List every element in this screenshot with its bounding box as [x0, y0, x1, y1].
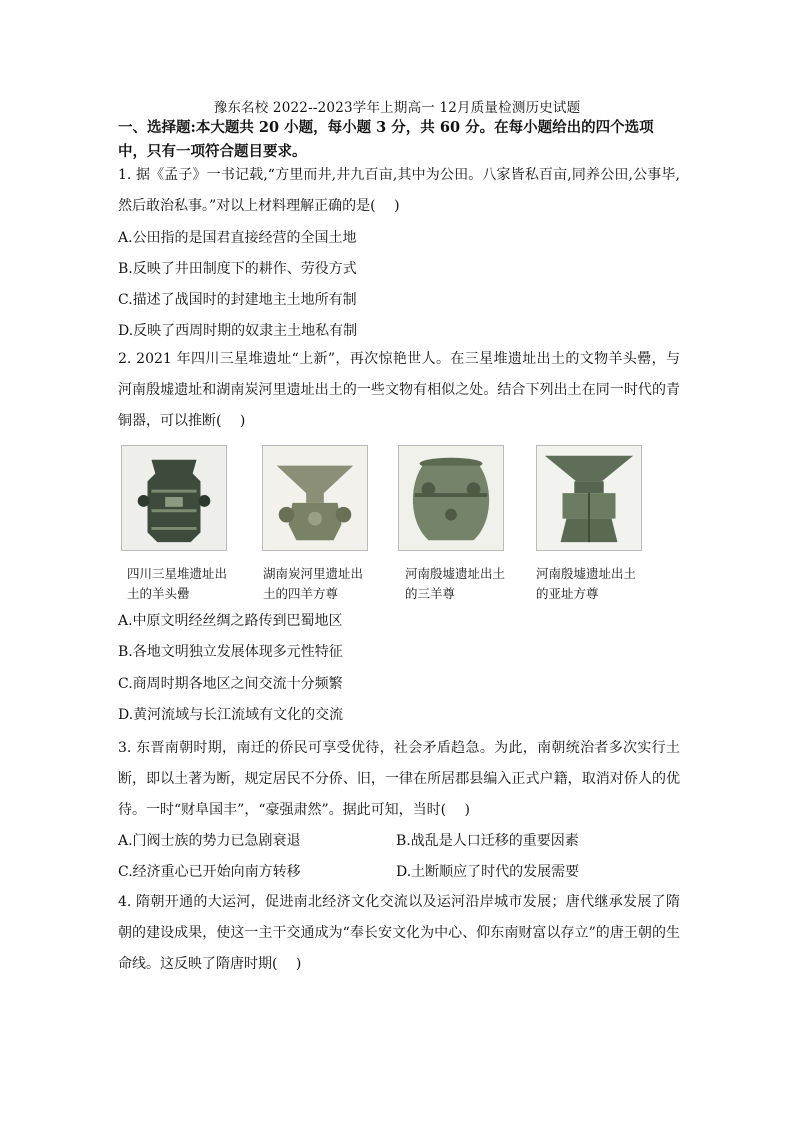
- question-3-option-c: C.经济重心已开始向南方转移: [118, 864, 301, 880]
- section-heading: 一、选择题:本大题共 20 小题，每小题 3 分，共 60 分。在每小题给出的四个选项中，只有一项符合题目要求。: [118, 119, 654, 160]
- caption-four-ram-zun: 湖南炭河里遗址出土的四羊方尊: [263, 566, 364, 601]
- question-1-option-d: D.反映了西周时期的奴隶主土地私有制: [118, 323, 358, 339]
- question-3-option-a: A.门阀士族的势力已急剧衰退: [118, 833, 301, 849]
- question-2-option-b: B.各地文明独立发展体现多元性特征: [118, 644, 343, 660]
- caption-three-ram-zun: 河南殷墟遗址出土的三羊尊: [405, 566, 506, 601]
- question-2-stem: 2. 2021 年四川三星堆遗址“上新”，再次惊艳世人。在三星堆遗址出土的文物羊头罍，与河南殷墟遗址和湖南炭河里遗址出土的一些文物有相似之处。结合下列出土在同一时代的青铜器，可以推断( ): [118, 351, 680, 429]
- question-4-stem: 4. 隋朝开通的大运河，促进南北经济文化交流以及运河沿岸城市发展；唐代继承发展了隋朝的建设成果，使这一主干交通成为“奉长安文化为中心、仰东南财富以存立”的唐王朝的生命线。这反映了隋唐时期( ): [118, 894, 680, 972]
- four-ram-zun-icon: [263, 446, 367, 550]
- question-1-option-a: A.公田指的是国君直接经营的全国土地: [118, 230, 357, 246]
- yazhi-fang-zun-image: [536, 445, 642, 551]
- exam-title: 豫东名校 2022--2023学年上期高一 12月质量检测历史试题: [213, 100, 581, 116]
- question-2-option-a: A.中原文明经丝绸之路传到巴蜀地区: [118, 613, 343, 629]
- caption-yazhi-fang-zun: 河南殷墟遗址出土的亚址方尊: [536, 566, 637, 601]
- question-3-option-b: B.战乱是人口迁移的重要因素: [396, 833, 579, 849]
- question-3-option-d: D.土断顺应了时代的发展需要: [396, 864, 580, 880]
- sheep-head-lei-icon: [122, 446, 226, 550]
- question-1-option-b: B.反映了井田制度下的耕作、劳役方式: [118, 261, 357, 277]
- three-ram-zun-image: [398, 445, 504, 551]
- question-3-stem: 3. 东晋南朝时期，南迁的侨民可享受优待，社会矛盾趋急。为此，南朝统治者多次实行土断，即以土著为断，规定居民不分侨、旧，一律在所居郡县编入正式户籍，取消对侨人的优待。一时“财阜国丰”，“豪强肃然”。据此可知，当时( ): [118, 740, 680, 818]
- bronze-lei-image: [121, 445, 227, 551]
- question-2-option-c: C.商周时期各地区之间交流十分频繁: [118, 676, 343, 692]
- four-ram-zun-image: [262, 445, 368, 551]
- caption-lei: 四川三星堆遗址出土的羊头罍: [127, 566, 228, 601]
- three-ram-zun-icon: [399, 446, 503, 550]
- question-1-option-c: C.描述了战国时的封建地主土地所有制: [118, 292, 357, 308]
- yazhi-fang-zun-icon: [537, 446, 641, 550]
- question-1-stem: 1. 据《孟子》一书记载,“方里而井,井九百亩,其中为公田。八家皆私百亩,同养公田,公事毕,然后敢治私事。”对以上材料理解正确的是( ): [118, 167, 680, 214]
- question-2-option-d: D.黄河流域与长江流域有文化的交流: [118, 707, 344, 723]
